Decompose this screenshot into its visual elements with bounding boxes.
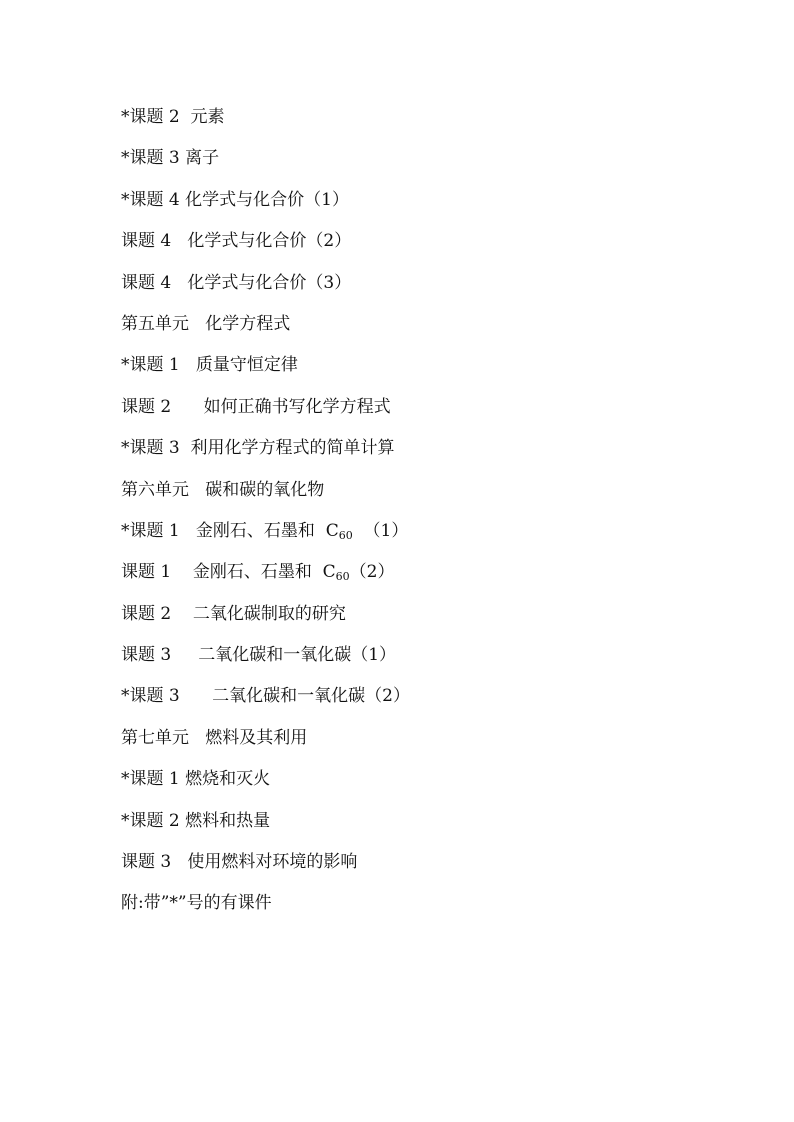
lesson-line <box>121 559 681 600</box>
lesson-line <box>121 270 681 311</box>
lesson-line <box>121 601 681 642</box>
line-text: 第六单元 碳和碳的氧化物 <box>121 479 325 500</box>
lesson-line <box>121 435 681 476</box>
line-text: *课题 3 二氧化碳和一氧化碳（2） <box>121 686 410 707</box>
line-text: 课题 4 化学式与化合价（2） <box>121 231 352 252</box>
line-text: *课题 4 化学式与化合价（1） <box>121 189 349 210</box>
subscript: 60 <box>338 528 353 542</box>
lesson-line <box>121 766 681 807</box>
line-text-after: （2） <box>349 562 395 583</box>
lesson-line <box>121 352 681 393</box>
line-text: 课题 3 使用燃料对环境的影响 <box>121 852 358 873</box>
line-text: *课题 3 离子 <box>121 148 220 169</box>
lesson-line <box>121 683 681 724</box>
unit-heading <box>121 311 681 352</box>
line-text: *课题 3 利用化学方程式的简单计算 <box>121 438 395 459</box>
lesson-line <box>121 642 681 683</box>
line-text: 课题 3 二氧化碳和一氧化碳（1） <box>121 645 397 666</box>
unit-heading <box>121 477 681 518</box>
line-text: *课题 1 金刚石、石墨和 C <box>121 520 339 541</box>
lesson-line <box>121 228 681 269</box>
line-text: 课题 1 金刚石、石墨和 C <box>121 562 336 583</box>
line-text: 第七单元 燃料及其利用 <box>121 727 308 748</box>
lesson-line <box>121 808 681 849</box>
footnote <box>121 890 681 931</box>
line-text: 课题 2 如何正确书写化学方程式 <box>121 396 391 417</box>
line-text: *课题 2 元素 <box>121 107 225 127</box>
lesson-line <box>121 145 681 186</box>
line-text: *课题 2 燃料和热量 <box>121 810 271 831</box>
line-text: *课题 1 燃烧和灭火 <box>121 769 271 790</box>
subscript: 60 <box>335 570 350 584</box>
lesson-line <box>121 187 681 228</box>
line-text: 附:带”*”号的有课件 <box>121 893 272 914</box>
line-text: 课题 2 二氧化碳制取的研究 <box>121 603 346 624</box>
line-text: 第五单元 化学方程式 <box>121 313 291 334</box>
lesson-line <box>121 394 681 435</box>
line-text-after: （1） <box>352 520 409 541</box>
lesson-line <box>121 849 681 890</box>
lesson-line <box>121 518 681 559</box>
unit-heading <box>121 725 681 766</box>
lesson-line <box>121 104 681 145</box>
line-text: *课题 1 质量守恒定律 <box>121 355 298 376</box>
line-text: 课题 4 化学式与化合价（3） <box>121 272 352 293</box>
lesson-list <box>121 104 681 932</box>
